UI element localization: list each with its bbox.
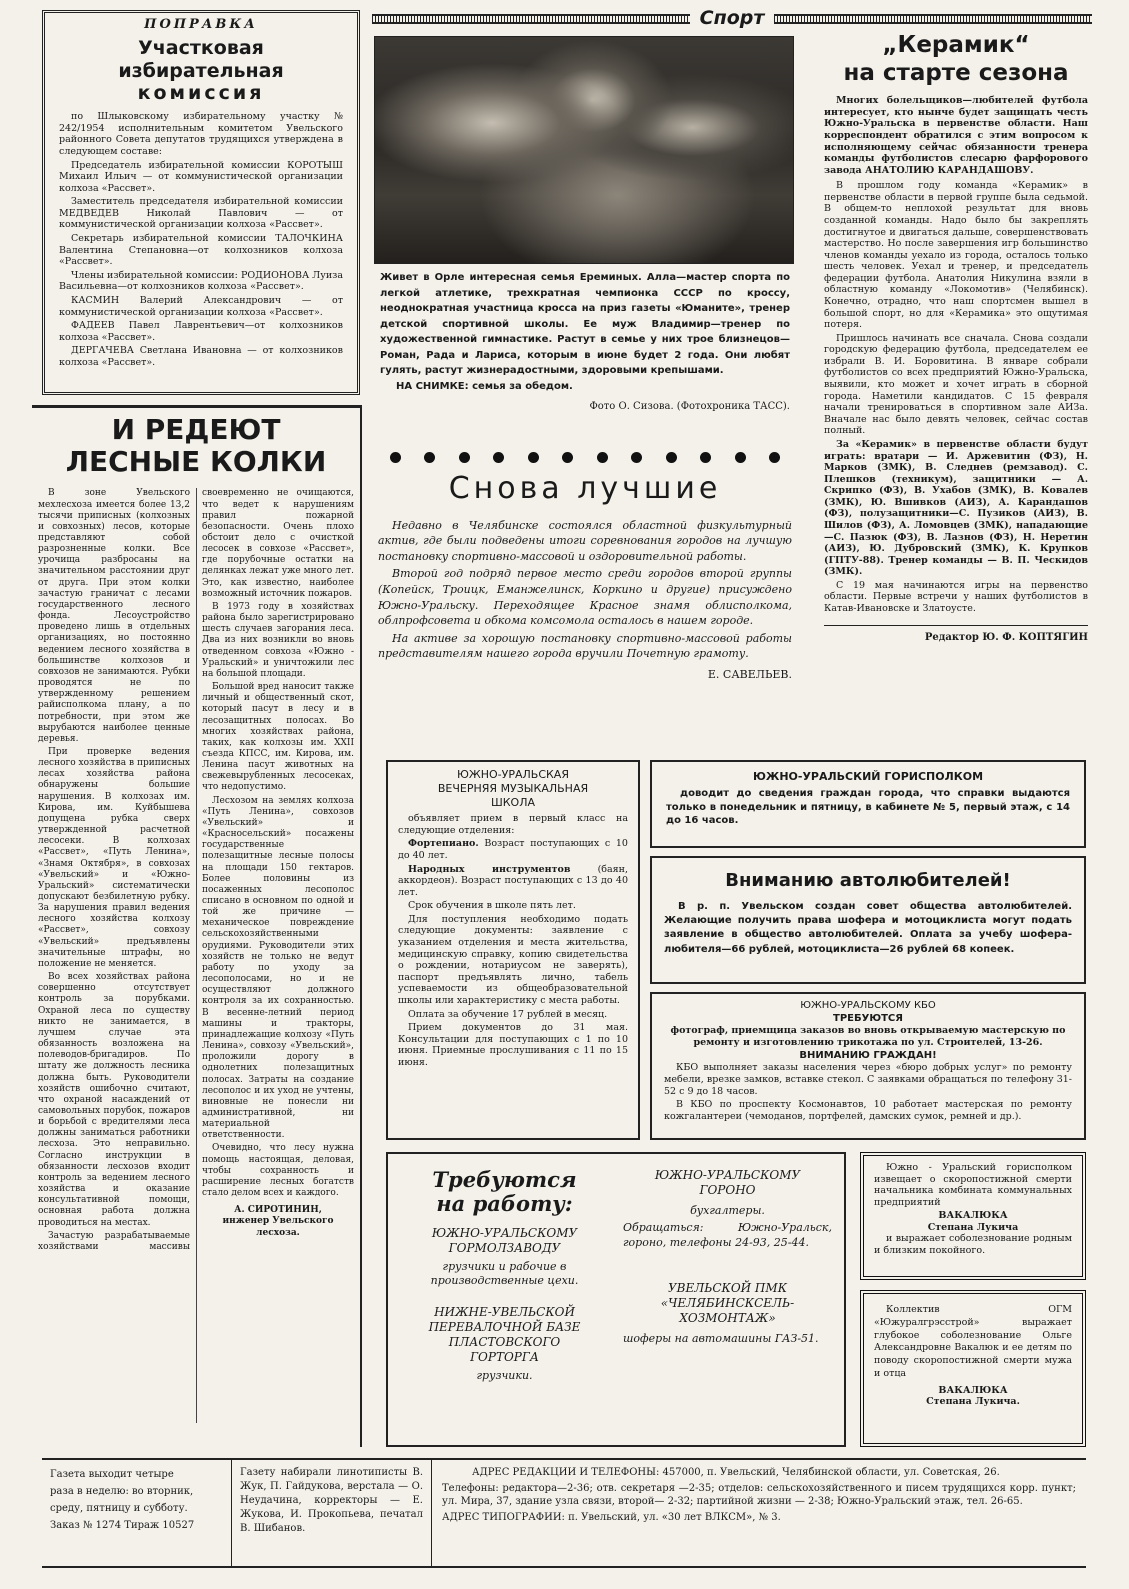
- family-photo: [374, 36, 794, 264]
- jobs-title: Требуются на работу:: [432, 1167, 577, 1217]
- snova-dots: [378, 452, 792, 463]
- kolki-signature-role: инженер Увельского лесхоза.: [222, 1216, 334, 1238]
- kbo-text2: КБО выполняет заказы населения через «бюро добрых услуг» по ремонту мебели, врезке замков, вставке стекол. С заявками обращаться по телефону 31-52 с 9 до 18 часов.: [664, 1062, 1072, 1097]
- popravka-member: ДЕРГАЧЕВА Светлана Ивановна — от колхозников колхоза «Рассвет».: [59, 345, 343, 368]
- kolki-paragraph: При проверке ведения лесного хозяйства в приписных лесах хозяйства района обнаружены большие нарушения. В колхозах им. Кирова, им. Куйбышева допущена рубка сверх утвержденной расчетной лесосеки. В колхозах «Рассвет», «Путь Ленина», «Знамя Октября», в совхозах «Увельский» и «Южно-Уральский» систематически допускают безбилетную рубку. За нарушения правил ведения лесного хозяйства колхозу «Рассвет», совхозу «Увельский» предъявлены значительные штрафы, но положение не меняется.: [38, 746, 190, 969]
- obit2-name2: Степана Лукича.: [926, 1396, 1020, 1408]
- kolki-paragraph: В 1973 году в хозяйствах района было зарегистрировано шесть случаев загорания леса. Два из них возникли во вновь отведенном совхоза «Южно - Уральский» и уничтожили лес на большой площади.: [202, 601, 354, 679]
- keramik-paragraph: Пришлось начинать все сначала. Снова создали городскую федерацию футбола, председателем ее избрали В. И. Боровитина. В январе собрали футболистов со всех предприятий Южно-Уральска, выявили, кто может и хочет играть в сборной города. Наметили кандидатов. С 15 февраля начали тренироваться в спортивном зале АИЗа. Вначале нас было девять человек, сейчас состав полный.: [824, 332, 1088, 437]
- footer-order: Заказ № 1274 Тираж 10527: [50, 1520, 195, 1531]
- gorispolkom-title: ЮЖНО-УРАЛЬСКИЙ ГОРИСПОЛКОМ: [752, 770, 984, 783]
- kbo-attention: ВНИМАНИЮ ГРАЖДАН!: [799, 1050, 937, 1062]
- footer-staff: Газету набирали линотиписты В. Жук, П. Гайдукова, верстала — О. Неудачина, корректоры — Е. Жукова, И. Прокопьева, печатал В. Шибанов.: [232, 1460, 432, 1566]
- kolki-paragraph: Зачастую разрабатываемые хозяйствами массивы своевременно не очищаются, что ведет к нарушениям правил пожарной безопасности. Очень плохо обстоит дело с очисткой лесосек в совхозе «Рассвет», где порубочные остатки на делянках лежат уже много лет. Это, как известно, наиболее возможный источник пожаров.: [38, 488, 354, 1252]
- job-org4: УВЕЛЬСКОЙ ПМК «ЧЕЛЯБИНСКСЕЛЬ- ХОЗМОНТАЖ»: [660, 1281, 795, 1326]
- auto-notice: [650, 856, 1086, 984]
- snova-paragraph: Недавно в Челябинске состоялся областной физкультурный актив, где были подведены итоги соревнования городов на лучшую постановку спортивно-массовой и оздоровительной работы.: [378, 518, 792, 563]
- keramik-article: [820, 32, 1092, 742]
- jobs-grid: [400, 1162, 832, 1437]
- jobs-right: [623, 1162, 832, 1437]
- obit1-tail: и выражает соболезнование родным и близким покойного.: [874, 1233, 1072, 1257]
- kbo-text1: фотограф, приемщица заказов во вновь открываемую мастерскую по ремонту и изготовлению трикотажа по ул. Строителей, 13-26.: [670, 1025, 1066, 1048]
- music-dept-piano: Фортепиано. Возраст поступающих с 10 до 40 лет.: [398, 838, 628, 861]
- job-org2-text: Обращаться: Южно-Уральск, гороно, телефоны 24-93, 25-44.: [623, 1221, 832, 1250]
- kolki-paragraph: Во всех хозяйствах района совершенно отсутствует контроль за порубками. Охраной леса по существу никто не занимается, в лучшем случае эта обязанность возложена на полеводов-бригадиров. По штату же должность лесника должна быть. Руководители хозяйств ошибочно считают, что охраной насаждений от самовольных порубок, пожаров и борьбой с вредителями леса должны заниматься работники лесхоза. Это неправильно. Согласно инструкции в обязанности лесхозов входит контроль за ведением лесного хозяйства и оказание консультативной помощи, основная работа должна проводиться на местах.: [38, 972, 190, 1228]
- obit2-name: ВАКАЛЮКА: [938, 1384, 1008, 1396]
- popravka-member: Члены избирательной комиссии: РОДИОНОВА Луиза Васильевна—от колхозников колхоза «Рассвет».: [59, 269, 343, 293]
- photo-caption-label: НА СНИМКЕ: семья за обедом.: [396, 380, 573, 392]
- keramik-lead: Многих болельщиков—любителей футбола интересует, кто нынче будет защищать честь Южно-Уральска в первенстве области. Наш корреспондент обратился с этим вопросом к исполняющему сейчас обязанности тренера команды футболистов слесарю фарфорового завода АНАТОЛИЮ КАРАНДАШОВУ.: [824, 95, 1088, 176]
- snova-paragraph: На активе за хорошую постановку спортивно-массовой работы представителям нашего города вручили Почетную грамоту.: [378, 631, 792, 661]
- obit1-name: ВАКАЛЮКА: [938, 1210, 1008, 1222]
- snova-paragraph: Второй год подряд первое место среди городов второй группы (Копейск, Троицк, Еманжелинск, Коркино и другие) присуждено Южно-Уральску. Переходящее Красное знамя облисполкома, облпрофсовета и обкома комсомола осталось в нашем городе.: [378, 567, 792, 628]
- music-intro: объявляет прием в первый класс на следующие отделения:: [398, 813, 628, 836]
- job-org2-role: бухгалтеры.: [690, 1204, 765, 1217]
- sport-title: Спорт: [699, 8, 765, 30]
- kolki-headline: И РЕДЕЮТ ЛЕСНЫЕ КОЛКИ: [65, 413, 327, 479]
- kbo-notice: [650, 992, 1086, 1140]
- auto-text: В р. п. Увельском создан совет общества автолюбителей. Желающие получить права шофера и мотоциклиста могут подать заявление в общество автолюбителей. Оплата за учебу шофера-любителя—66 рублей, мотоциклиста—26 рублей 68 копеек.: [664, 900, 1072, 955]
- gorispolkom-text: доводит до сведения граждан города, что справки выдаются только в понедельник и пятницу, в кабинете № 5, первый этаж, с 14 до 16 часов.: [666, 788, 1070, 827]
- popravka-member: Заместитель председателя избирательной комиссии МЕДВЕДЕВ Николай Павлович — от коммунистической организации колхоза «Рассвет».: [59, 196, 343, 231]
- sport-header: [372, 8, 1092, 30]
- popravka-member: Председатель избирательной комиссии КОРОТЫШ Михаил Ильич — от коммунистической организации колхоза «Рассвет».: [59, 159, 343, 194]
- job-org2: ЮЖНО-УРАЛЬСКОМУ ГОРОНО: [654, 1168, 801, 1197]
- footer-address: АДРЕС РЕДАКЦИИ И ТЕЛЕФОНЫ: 457000, п. Увельский, Челябинской области, ул. Советская, 26. Телефоны: редактора—2-36; отв. секретаря —2-35; отделов: сельскохозяйственного и писем трудящихся корр. пункт; ул. Мира, 37, здание узла связи, второй— 2-32; партийной жизни — 2-38; Южно-Уральский этаж, тел. 26-65. АДРЕС ТИПОГРАФИИ: п. Увельский, ул. «30 лет ВЛКСМ», № 3.: [442, 1467, 1076, 1523]
- kbo-title: ЮЖНО-УРАЛЬСКОМУ КБО ТРЕБУЮТСЯ: [800, 1000, 936, 1024]
- sport-rule-left: [372, 14, 690, 24]
- obit1-name2: Степана Лукича: [927, 1221, 1019, 1233]
- editor-line: Редактор Ю. Ф. КОПТЯГИН: [824, 625, 1088, 644]
- kolki-paragraph: В зоне Увельского мехлесхоза имеется более 13,2 тысячи приписных (колхозных и совхозных) лесов, которые представляют собой разрозненные колки. Все урочища разбросаны на значительном расстоянии друг от друга. При этом колки зачастую граничат с лесами государственного лесного фонда. Лесоустройство проведено лишь в отдельных организациях, но постоянно ведением лесного хозяйства в большинстве колхозов и совхозов не занимаются. Рубки проводятся не по утвержденному решением райисполкома плану, а по потребности, при этом же вырубаются наиболее ценные деревья.: [38, 488, 190, 744]
- popravka-member: КАСМИН Валерий Александрович — от коммунистической организации колхоза «Рассвет».: [59, 294, 343, 318]
- popravka-label: ПОПРАВКА: [144, 17, 258, 32]
- music-school-ad: [386, 760, 640, 1140]
- kolki-signature: А. СИРОТИНИН,: [234, 1205, 322, 1216]
- popravka-member: ФАДЕЕВ Павел Лаврентьевич—от колхозников колхоза «Рассвет».: [59, 320, 343, 343]
- snova-article: [378, 452, 792, 742]
- job-org1-text: грузчики и рабочие в производственные цехи.: [430, 1260, 579, 1287]
- obituary-1: [860, 1152, 1086, 1280]
- obituary-2: [860, 1290, 1086, 1447]
- jobs-left: [400, 1162, 609, 1437]
- kolki-paragraph: Очевидно, что лесу нужна помощь настоящая, деловая, чтобы сохранность и расширение лесных богатств стало делом всех и каждого.: [202, 1143, 354, 1199]
- kolki-paragraph: Большой вред наносит также личный и общественный скот, который пасут в лесу и в лесозащитных полосах. Во многих хозяйствах района, таких, как колхозы им. XXII съезда КПСС, им. Кирова, им. Ленина пасут животных на свежевырубленных лесосеках, что недопустимо.: [202, 682, 354, 793]
- music-title: ЮЖНО-УРАЛЬСКАЯ ВЕЧЕРНЯЯ МУЗЫКАЛЬНАЯ ШКОЛА: [437, 768, 589, 809]
- keramik-paragraph: В прошлом году команда «Керамик» в первенстве области в первой группе была седьмой. В общем-то неплохой результат для вновь созданной команды. Надо было бы закреплять достигнутое и двигаться дальше, совершенствовать мастерство. Но после завершения игр большинство членов команды уехало из города, осталось только шесть человек. Уехал и тренер, и председатель федерации футбола. Анатолия Никулина взяли в областную команду «Локомотив» (Челябинск). Конечно, отрадно, что наш спортсмен вышел в большой спорт, но для «Керамика» это ощутимая потеря.: [824, 180, 1088, 331]
- keramik-paragraph: За «Керамик» в первенстве области будут играть: вратари — И. Аржевитин (ФЗ), Н. Марков (ЗМК), В. Следнев (ремзавод). С. Плешков (техникум), защитники — А. Скрипко (ФЗ), В. Ухабов (ЗМК), В. Ковалев (ЗМК), Ю. Вшивков (АИЗ), А. Карандашов (ФЗ), полузащитники—С. Пузиков (АИЗ), В. Шилов (ФЗ), А. Ломовцев (ЗМК), нападающие—С. Пазюк (ФЗ), В. Лазнов (ФЗ), Н. Неретин (АИЗ), Ю. Дубровский (ЗМК), К. Крупков (ГПТУ-88). Тренер команды — В. П. Ческидов (ЗМК).: [824, 438, 1088, 578]
- kolki-article: [32, 405, 362, 1447]
- auto-title: Вниманию автолюбителей!: [725, 870, 1011, 891]
- footer-schedule: Газета выходит четыре раза в неделю: во вторник, среду, пятницу и субботу. Заказ № 1274 Тираж 10527: [42, 1460, 232, 1566]
- jobs-ad: [386, 1152, 846, 1447]
- music-docs: Для поступления необходимо подать следующие документы: заявление с указанием отделения и места жительства, медицинскую справку, копию свидетельства о рождении, нотариусом не заверять), паспорт предъявлять лично, табель успеваемости из общеобразовательной школы или характеристику с места работы.: [398, 913, 628, 1006]
- popravka-title: Участковая избирательная комиссия: [118, 36, 284, 105]
- footer: [42, 1458, 1086, 1568]
- job-org4-text: шоферы на автомашины ГАЗ-51.: [623, 1332, 819, 1346]
- music-schedule: Прием документов до 31 мая. Консультации для поступающих с 1 по 10 июня. Приемные прослушивания с 11 по 15 июня.: [398, 1022, 628, 1068]
- job-org1: ЮЖНО-УРАЛЬСКОМУ ГОРМОЛЗАВОДУ: [431, 1226, 578, 1256]
- keramik-paragraph: С 19 мая начинаются игры на первенство области. Первые встречи у наших футболистов в Катав-Ивановске и Златоусте.: [824, 579, 1088, 615]
- popravka-member: Секретарь избирательной комиссии ТАЛОЧКИНА Валентина Степановна—от колхозников колхоза «Рассвет».: [59, 233, 343, 268]
- music-fee: Оплата за обучение 17 рублей в месяц.: [408, 1008, 608, 1020]
- kolki-body: [38, 488, 354, 1423]
- keramik-headline: „Керамик“ на старте сезона: [843, 32, 1069, 86]
- photo-caption-block: [380, 270, 790, 445]
- job-org3-text: грузчики.: [476, 1369, 533, 1383]
- music-dept-folk: Народных инструментов (баян, аккордеон). Возраст поступающих с 13 до 40 лет.: [398, 863, 628, 898]
- sport-rule-right: [774, 14, 1092, 24]
- photo-credit: Фото О. Сизова. (Фотохроника ТАСС).: [589, 400, 790, 412]
- gorispolkom-notice: [650, 760, 1086, 848]
- music-term: Срок обучения в школе пять лет.: [408, 900, 576, 912]
- snova-signature: Е. САВЕЛЬЕВ.: [707, 668, 792, 682]
- kbo-text3: В КБО по проспекту Космонавтов, 10 работает мастерская по ремонту кожгалантереи (чемоданов, портфелей, дамских сумок, ремней и др.).: [664, 1099, 1072, 1122]
- obit2-text: Коллектив ОГМ «Южуралгрэсстрой» выражает глубокое соболезнование Ольге Александровне Вакалюк и ее детям по поводу скоропостижной смерти мужа и отца: [874, 1304, 1072, 1380]
- photo-caption: Живет в Орле интересная семья Ереминых. Алла—мастер спорта по легкой атлетике, трехкратная чемпионка СССР по кроссу, неоднократная участница кросса на приз газеты «Юманите», тренер детской спортивной школы. Ее муж Владимир—тренер по художественной гимнастике. Растут в семье у них трое близнецов—Роман, Рада и Лариса, которым в июне будет 2 года. Они любят гулять, растут жизнерадостными, здоровыми крепышами.: [380, 272, 790, 376]
- popravka-intro: по Шлыковскому избирательному участку № 242/1954 исполнительным комитетом Увельского районного Совета депутатов трудящихся утверждена в следующем составе:: [59, 111, 343, 157]
- job-org3: НИЖНЕ-УВЕЛЬСКОЙ ПЕРЕВАЛОЧНОЙ БАЗЕ ПЛАСТОВСКОГО ГОРТОРГА: [428, 1305, 581, 1365]
- obit1-text: Южно - Уральский горисполком извещает о скоропостижной смерти начальника комбината коммунальных предприятий: [874, 1162, 1072, 1208]
- snova-title: Снова лучшие: [448, 471, 722, 506]
- kolki-paragraph: Лесхозом на землях колхоза «Путь Ленина», совхозов «Увельский» и «Красносельский» посажены государственные полезащитные лесные полосы на площади 150 гектаров. Более половины из посаженных лесополос списано в основном по одной и той же причине — механическое повреждение сельскохозяйственными орудиями. Руководители этих хозяйств не только не ведут работу по уходу за лесополосами, но и не осуществляют должного контроля за их сохранностью. В весенне-летний период машины и тракторы, принадлежащие колхозу «Путь Ленина», совхозу «Увельский», проложили дорогу в однолетних полезащитных полосах. Затраты на создание лесополос и их уход не учтены, виновные не понесли ни административной, ни материальной ответственности.: [202, 795, 354, 1141]
- popravka-box: [42, 10, 360, 395]
